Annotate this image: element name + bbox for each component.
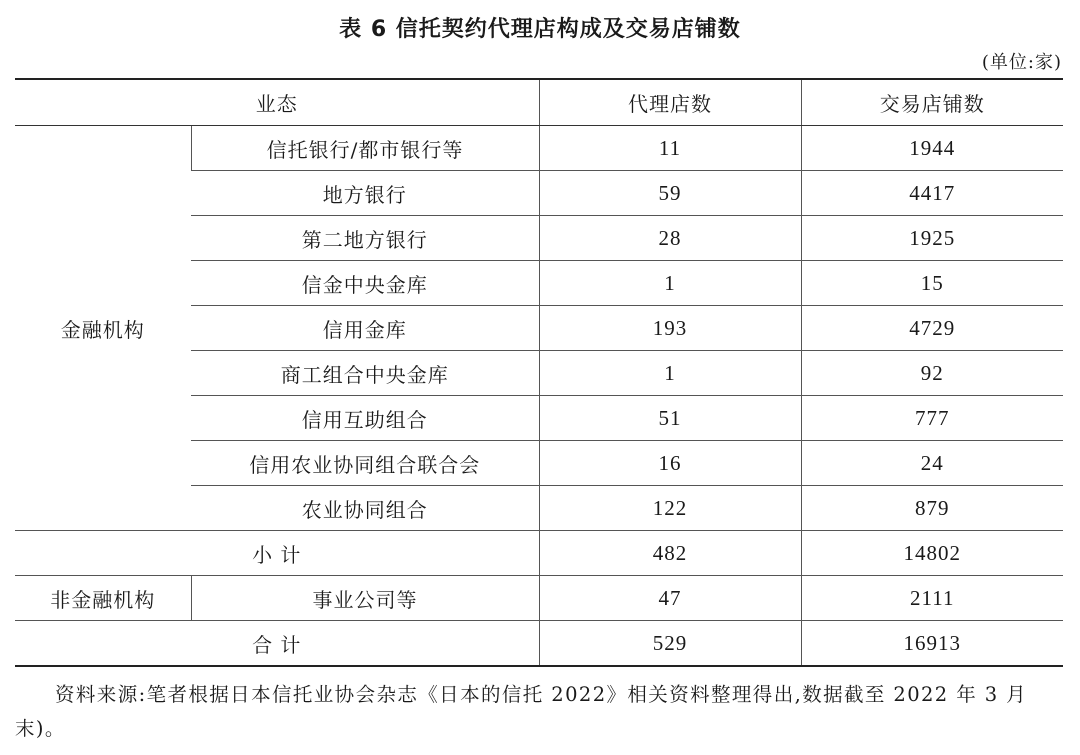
- row-agents: 1: [539, 351, 801, 396]
- row-name: 信用互助组合: [191, 396, 539, 441]
- row-stores: 879: [801, 486, 1063, 531]
- row-agents: 193: [539, 306, 801, 351]
- group-financial: 金融机构: [15, 126, 191, 531]
- row-agents: 59: [539, 171, 801, 216]
- table-title: 表 6 信托契约代理店构成及交易店铺数: [339, 17, 741, 42]
- row-agents: 11: [539, 126, 801, 171]
- row-agents: 122: [539, 486, 801, 531]
- row-stores: 4729: [801, 306, 1063, 351]
- row-name: 商工组合中央金库: [191, 351, 539, 396]
- row-name: 信用农业协同组合联合会: [191, 441, 539, 486]
- row-stores: 2111: [801, 576, 1063, 621]
- header-row: [15, 79, 1063, 126]
- header-category: 业态: [15, 79, 539, 126]
- row-name: 事业公司等: [191, 576, 539, 621]
- subtotal-row: [15, 531, 1063, 576]
- row-name: 农业协同组合: [191, 486, 539, 531]
- row-stores: 1925: [801, 216, 1063, 261]
- row-stores: 1944: [801, 126, 1063, 171]
- table-row: [15, 126, 1063, 171]
- row-stores: 92: [801, 351, 1063, 396]
- data-table: [15, 78, 1063, 667]
- row-agents: 47: [539, 576, 801, 621]
- row-agents: 51: [539, 396, 801, 441]
- unit-label: (单位:家): [981, 52, 1062, 73]
- row-name: 信金中央金库: [191, 261, 539, 306]
- total-agents: 529: [539, 621, 801, 667]
- row-stores: 777: [801, 396, 1063, 441]
- source-note: 资料来源:笔者根据日本信托业协会杂志《日本的信托 2022》相关资料整理得出,数据截至 2022 年 3 月末)。: [15, 683, 1028, 740]
- row-name: 信托银行/都市银行等: [191, 126, 539, 171]
- row-name: 第二地方银行: [191, 216, 539, 261]
- total-stores: 16913: [801, 621, 1063, 667]
- row-agents: 1: [539, 261, 801, 306]
- total-row: [15, 621, 1063, 667]
- group-non-financial: 非金融机构: [15, 576, 191, 621]
- row-name: 地方银行: [191, 171, 539, 216]
- header-agents: 代理店数: [539, 79, 801, 126]
- subtotal-label: 小 计: [15, 531, 539, 576]
- row-agents: 28: [539, 216, 801, 261]
- row-name: 信用金库: [191, 306, 539, 351]
- non-financial-row: [15, 576, 1063, 621]
- row-agents: 16: [539, 441, 801, 486]
- header-stores: 交易店铺数: [801, 79, 1063, 126]
- subtotal-agents: 482: [539, 531, 801, 576]
- row-stores: 24: [801, 441, 1063, 486]
- row-stores: 4417: [801, 171, 1063, 216]
- total-label: 合 计: [252, 632, 302, 657]
- row-stores: 15: [801, 261, 1063, 306]
- subtotal-stores: 14802: [801, 531, 1063, 576]
